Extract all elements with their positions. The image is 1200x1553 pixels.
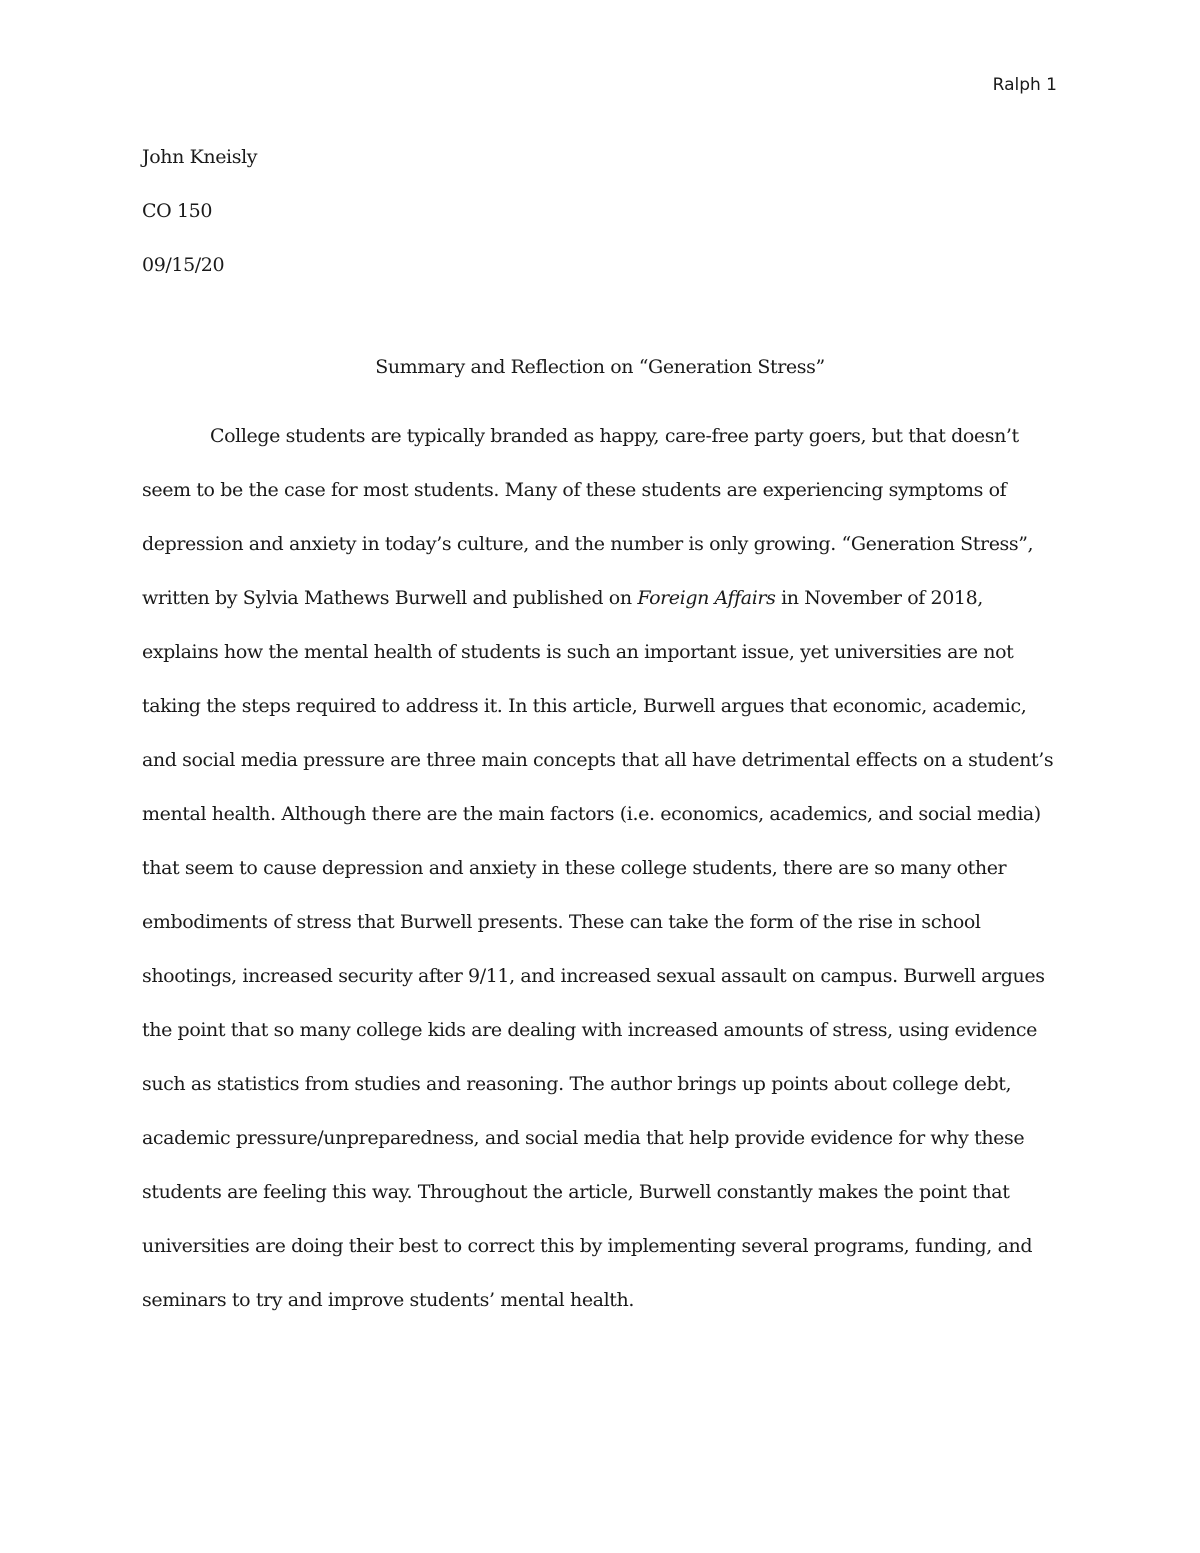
paragraph-text: in November of 2018, [775, 587, 983, 609]
paragraph-text: written by Sylvia Mathews Burwell and published on [142, 587, 638, 609]
paragraph-line: mental health. Although there are the main factors (i.e. economics, academics, and social media) [142, 803, 1041, 825]
paragraph-line: seminars to try and improve students’ mental health. [142, 1289, 634, 1311]
paragraph-line: academic pressure/unpreparedness, and social media that help provide evidence for why these [142, 1127, 1025, 1149]
paragraph-line: seem to be the case for most students. Many of these students are experiencing symptoms of [142, 479, 1007, 501]
running-head: Ralph 1 [992, 75, 1057, 95]
student-name: John Kneisly [142, 146, 258, 168]
document-date: 09/15/20 [142, 254, 225, 276]
paragraph-line: the point that so many college kids are dealing with increased amounts of stress, using evidence [142, 1019, 1037, 1041]
paragraph-line: taking the steps required to address it. In this article, Burwell argues that economic, academic, [142, 695, 1027, 717]
paragraph-line [142, 571, 1058, 625]
body-paragraph [142, 409, 1058, 1327]
document-title: Summary and Reflection on “Generation Stress” [375, 356, 825, 378]
paragraph-line: students are feeling this way. Throughout the article, Burwell constantly makes the point that [142, 1181, 1010, 1203]
paragraph-line: and social media pressure are three main concepts that all have detrimental effects on a student’s [142, 749, 1054, 771]
paragraph-line: universities are doing their best to correct this by implementing several programs, funding, and [142, 1235, 1033, 1257]
paragraph-line: depression and anxiety in today’s culture, and the number is only growing. “Generation Stress”, [142, 533, 1034, 555]
course-code: CO 150 [142, 200, 213, 222]
heading-block [142, 130, 1058, 292]
paragraph-line: embodiments of stress that Burwell presents. These can take the form of the rise in school [142, 911, 981, 933]
paragraph-line: such as statistics from studies and reasoning. The author brings up points about college debt, [142, 1073, 1012, 1095]
publication-name: Foreign Affairs [637, 587, 776, 609]
paragraph-line: explains how the mental health of students is such an important issue, yet universities are not [142, 641, 1014, 663]
paragraph-line: College students are typically branded as happy, care-free party goers, but that doesn’t [210, 425, 1019, 447]
paragraph-line: shootings, increased security after 9/11, and increased sexual assault on campus. Burwell argues [142, 965, 1045, 987]
paragraph-line: that seem to cause depression and anxiety in these college students, there are so many other [142, 857, 1007, 879]
